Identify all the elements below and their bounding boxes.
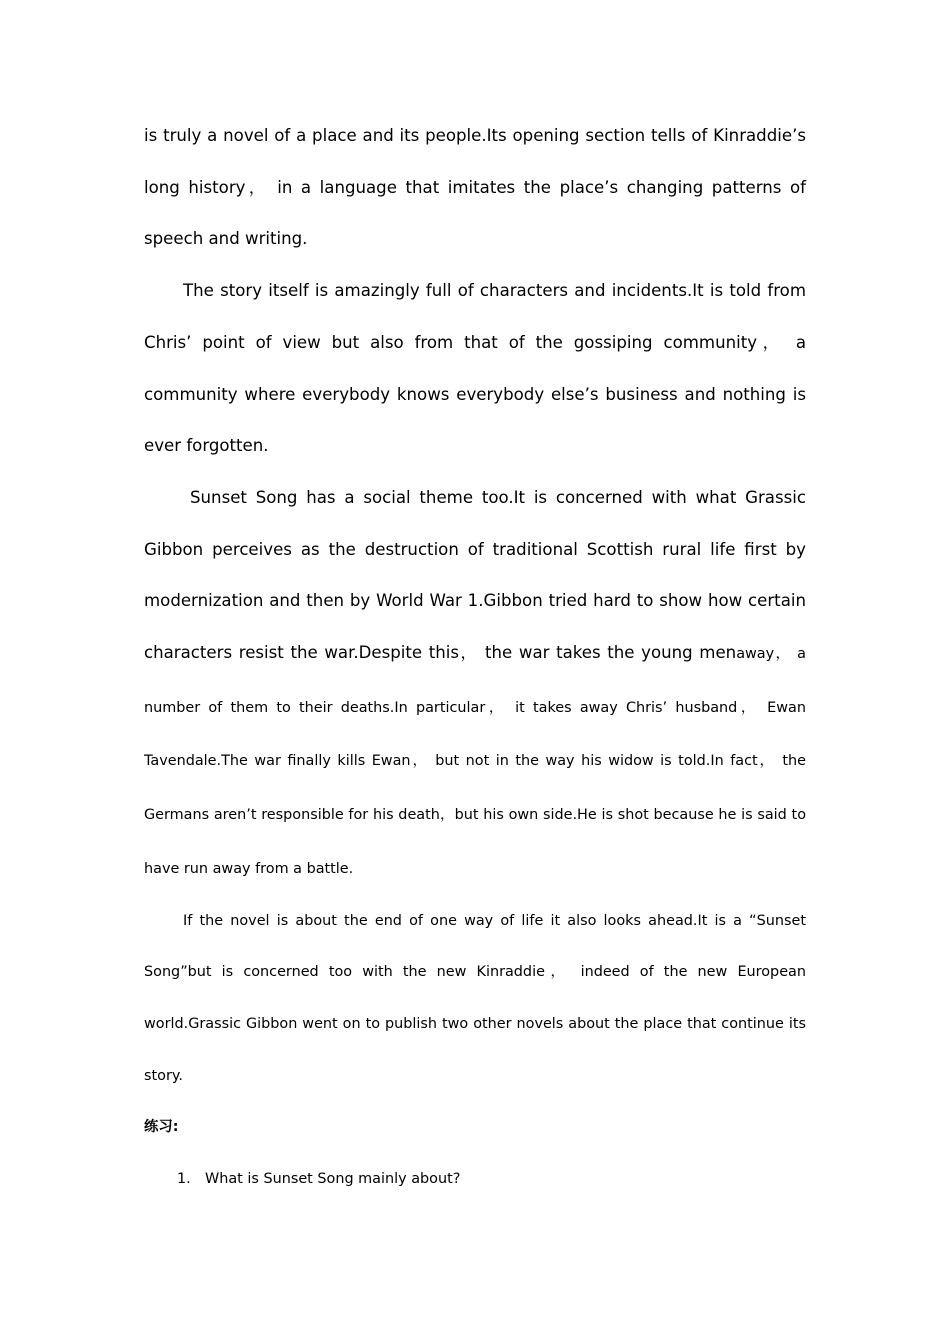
question-text: What is Sunset Song mainly about? xyxy=(205,1171,461,1188)
paragraph-3-small-text: away， a number of them to their deaths.In particular， it takes away Chris’ husband， Ewan Tavendale.The war finally kills Ewan， but not in the way his widow is told.In fact， the Germans aren’t responsible for his death，but his own side.He is shot because he is said to have run away from a battle. xyxy=(144,646,806,877)
paragraph-1: is truly a novel of a place and its people.Its opening section tells of Kinraddie’s long history， in a language that imitates the place’s changing patterns of speech and writing. xyxy=(144,126,806,249)
document-page xyxy=(144,110,806,1206)
exercise-question xyxy=(144,1154,806,1206)
paragraph-4: If the novel is about the end of one way of life it also looks ahead.It is a “Sunset Song”but is concerned too with the new Kinraddie， indeed of the new European world.Grassic Gibbon went on to publish two other novels about the place that continue its story. xyxy=(144,912,806,1084)
exercise-heading: 练习: xyxy=(144,1119,179,1136)
paragraph-3-large-text: Sunset Song has a social theme too.It is concerned with what Grassic Gibbon perceives as the destruction of traditional Scottish rural life first by modernization and then by World War 1.Gibbon tried hard to show how certain characters resist the war.Despite this， the war takes the young men xyxy=(144,487,806,663)
paragraph-3 xyxy=(144,472,806,896)
paragraph-2: The story itself is amazingly full of characters and incidents.It is told from Chris’ point of view but also from that of the gossiping community， a community where everybody knows everybody else’s business and nothing is ever forgotten. xyxy=(144,281,806,456)
question-number: 1. xyxy=(177,1171,191,1188)
